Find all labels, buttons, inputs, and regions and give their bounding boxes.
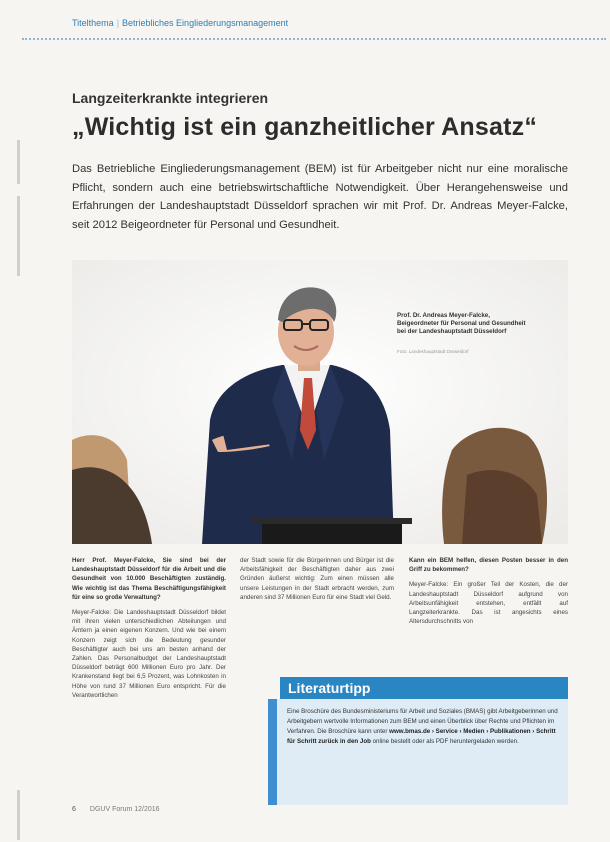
caption-line-3: bei der Landeshauptstadt Düsseldorf	[397, 328, 507, 336]
literaturtipp-link[interactable]: www.bmas.de › Service › Medien › Publikationen › Schritt für Schritt zurück in den Job	[287, 728, 556, 745]
portrait-photo	[72, 260, 568, 544]
speaker-illustration	[72, 260, 568, 544]
literaturtipp-box	[268, 677, 568, 807]
margin-bar-top	[17, 140, 20, 184]
publication-name: DGUV Forum 12/2016	[89, 806, 160, 813]
photo-credit: Foto: Landeshauptstadt Düsseldorf	[397, 349, 469, 354]
interview-column-1	[72, 556, 226, 706]
literaturtipp-text-after: online bestellt oder als PDF heruntergeladen werden.	[370, 738, 519, 745]
caption-line-2: Beigeordneter für Personal und Gesundheit	[397, 320, 526, 328]
literaturtipp-body	[268, 699, 568, 805]
article-title: „Wichtig ist ein ganzheitlicher Ansatz“	[72, 113, 538, 141]
header-separator: |	[116, 18, 120, 28]
literaturtipp-heading: Literaturtipp	[280, 677, 568, 699]
subsection-label: Betriebliches Eingliederungsmanagement	[122, 18, 289, 28]
interview-answer-1-continued: der Stadt sowie für die Bürgerinnen und Bürger ist die Arbeitsfähigkeit der Beschäftigten daher aus zwei Gründen äußerst wichtig: Zum einen müssen alle unsere Leistungen in der Stadt erbracht werden, zum anderen sind 37 Millionen Euro für eine Stadt viel Geld.	[240, 557, 394, 601]
photo-caption	[397, 312, 567, 337]
interview-question-1: Herr Prof. Meyer-Falcke, Sie sind bei der Landeshauptstadt Düsseldorf für die Arbeit und die Gesundheit von 10.000 Beschäftigten zuständig. Wie wichtig ist das Thema Beschäftigungsfähigkeit für eine so große Verwaltung?	[72, 557, 226, 601]
margin-bar-middle	[17, 196, 20, 276]
interview-column-3	[409, 556, 568, 632]
interview-column-2	[240, 556, 394, 608]
article-lead: Das Betriebliche Eingliederungsmanagement (BEM) ist für Arbeitgeber nicht nur eine moralische Pflicht, sondern auch eine betriebswirtschaftliche Notwendigkeit. Über Herangehensweise und Erfahrungen der Landeshauptstadt Düsseldorf sprachen wir mit Prof. Dr. Andreas Meyer-Falcke, seit 2012 Beigeordneter für Personal und Gesundheit.	[72, 163, 568, 231]
page-footer	[72, 806, 160, 813]
section-label: Titelthema	[72, 18, 114, 28]
interview-answer-2: Meyer-Falcke: Ein großer Teil der Kosten, die der Landeshauptstadt Düsseldorf aufgrund von Arbeitsunfähigkeit entstehen, entfällt auf Langzeiterkrankte. Das ist angesichts eines Altersdurchschnitts von	[409, 581, 568, 626]
dotted-divider	[22, 38, 606, 40]
literaturtipp-text-before: Eine Broschüre des Bundesministeriums für Arbeit und Soziales (BMAS) gibt Arbeitgeberinnen und Arbeitgebern wertvolle Informationen zum BEM und einen Überblick über Rechte und Pflichten im Verfahren. Die Broschüre kann unter	[287, 708, 558, 735]
margin-bar-bottom	[17, 790, 20, 840]
interview-question-2: Kann ein BEM helfen, diesen Posten besser in den Griff zu bekommen?	[409, 557, 568, 574]
interview-answer-1: Meyer-Falcke: Die Landeshauptstadt Düsseldorf bildet mit ihren vielen unterschiedlichen Abteilungen und Ämtern ja einen eigenen Konzern. Und wie bei einem Konzern zeigt sich die Bedeutung gesunder Beschäftigter auch bei uns am besten anhand der Zahlen. Das Personalbudget der Landeshauptstadt Düsseldorf beträgt 600 Millionen Euro pro Jahr. Der Krankenstand liegt bei 6,5 Prozent, was Lohnkosten in Höhe von rund 37 Millionen Euro entspricht. Für die Verantwortlichen	[72, 609, 226, 699]
section-header	[72, 18, 288, 28]
article-kicker: Langzeiterkrankte integrieren	[72, 90, 269, 106]
caption-line-1: Prof. Dr. Andreas Meyer-Falcke,	[397, 312, 490, 319]
page-number: 6	[72, 806, 76, 813]
